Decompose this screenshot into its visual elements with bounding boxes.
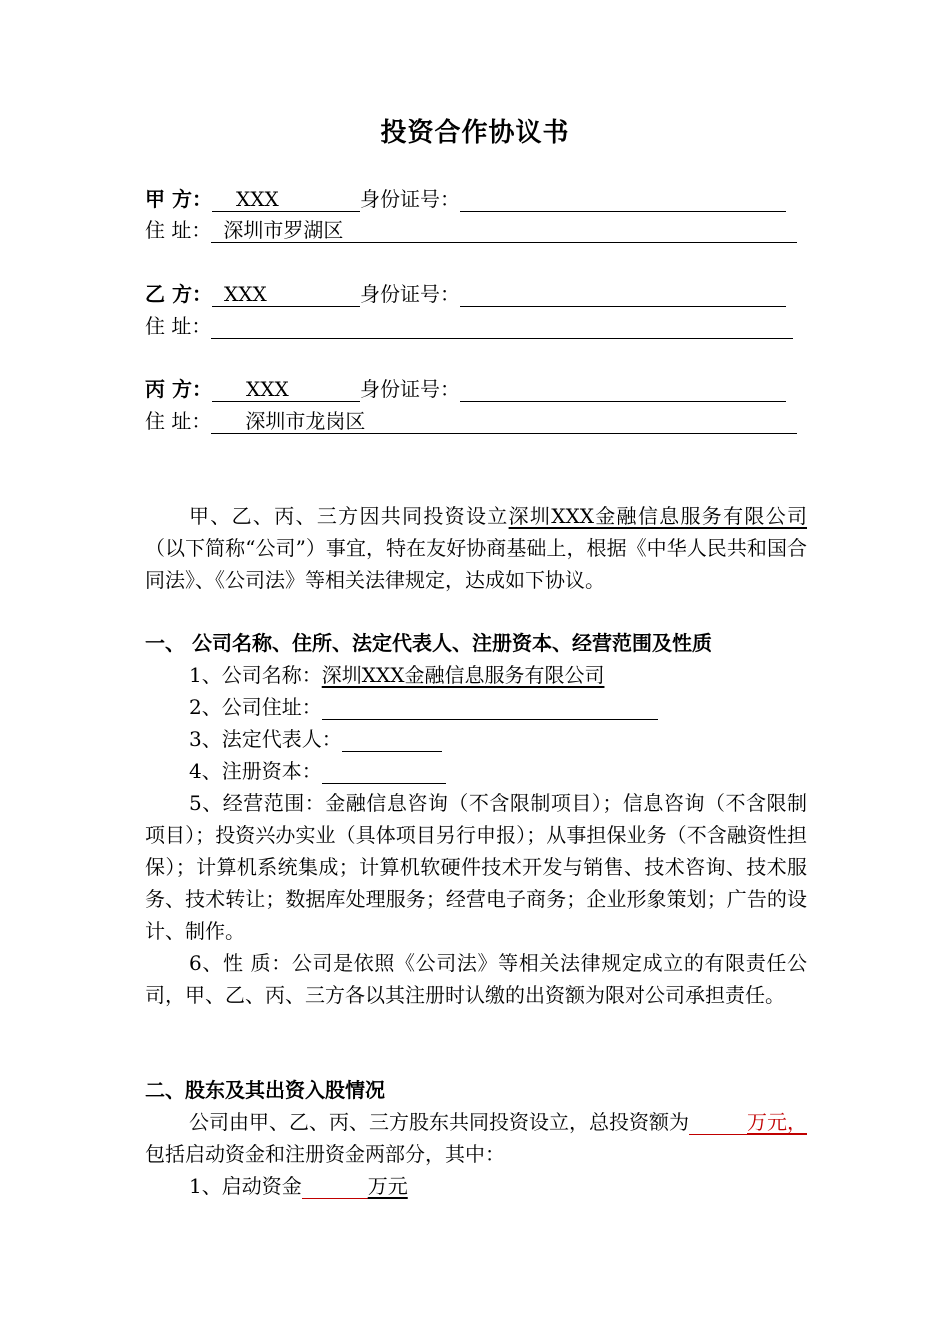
- company-name-row: [189, 659, 604, 691]
- registered-capital-field: [322, 759, 446, 784]
- company-name-label: 1、公司名称：: [189, 663, 322, 687]
- company-name-value: 深圳XXX金融信息服务有限公司: [321, 663, 605, 687]
- party-b-row: [145, 278, 786, 310]
- party-b-id-label: 身份证号：: [359, 282, 460, 306]
- party-c-address: 深圳市龙岗区: [245, 409, 366, 433]
- party-c-address-field: [211, 409, 797, 434]
- party-b-address-row: [145, 310, 793, 342]
- party-c-name-field: [212, 377, 360, 402]
- registered-capital-label: 4、注册资本：: [189, 759, 322, 783]
- party-a-address-row: [145, 214, 797, 246]
- startup-funds-label: 1、启动资金: [189, 1174, 302, 1198]
- startup-funds-row: [189, 1170, 408, 1202]
- party-c-id-label: 身份证号：: [359, 377, 460, 401]
- party-b-addr-label: 住 址：: [145, 314, 212, 338]
- party-c-label: 丙 方：: [145, 377, 212, 401]
- intro-text-1: 甲、乙、丙、三方因共同投资设立: [189, 504, 509, 528]
- company-nature-paragraph: 6、性 质：公司是依照《公司法》等相关法律规定成立的有限责任公司，甲、乙、丙、三方各以其注册时认缴的出资额为限对公司承担责任。: [145, 951, 807, 1007]
- section-2-text-2: 包括启动资金和注册资金两部分，其中：: [145, 1142, 505, 1166]
- party-b-label: 乙 方：: [145, 282, 212, 306]
- intro-paragraph: [145, 500, 807, 596]
- section-2-paragraph: [145, 1106, 807, 1170]
- company-address-label: 2、公司住址：: [189, 695, 322, 719]
- party-a-label: 甲 方：: [145, 187, 212, 211]
- business-scope-paragraph: 5、经营范围：金融信息咨询（不含限制项目）；信息咨询（不含限制项目）；投资兴办实业（具体项目另行申报）；从事担保业务（不含融资性担保）；计算机系统集成；计算机软硬件技术开发与销售、技术咨询、技术服务、技术转让；数据库处理服务；经营电子商务；企业形象策划；广告的设计、制作。: [145, 791, 807, 943]
- document-title: 投资合作协议书: [380, 118, 570, 148]
- legal-rep-row: [189, 723, 442, 755]
- section-2-text-1: 公司由甲、乙、丙、三方股东共同投资设立，总投资额为: [189, 1110, 689, 1134]
- party-c-addr-label: 住 址：: [145, 409, 212, 433]
- section-2-heading: 二、股东及其出资入股情况: [145, 1078, 385, 1102]
- party-c-id-field: [460, 377, 786, 402]
- party-c-name: XXX: [245, 377, 289, 401]
- party-b-name-field: [212, 282, 360, 307]
- party-a-row: [145, 183, 786, 215]
- party-a-id-label: 身份证号：: [359, 187, 460, 211]
- startup-funds-field: [302, 1174, 368, 1199]
- legal-rep-label: 3、法定代表人：: [189, 727, 342, 751]
- legal-rep-field: [342, 727, 442, 752]
- party-a-name: XXX: [235, 187, 279, 211]
- total-investment-unit: 万元，: [747, 1110, 807, 1134]
- party-c-row: [145, 373, 786, 405]
- registered-capital-row: [189, 755, 446, 787]
- intro-company-name: 深圳XXX金融信息服务有限公司: [508, 504, 808, 528]
- party-c-address-row: [145, 405, 797, 437]
- company-address-field: [322, 695, 658, 720]
- party-b-name: XXX: [223, 282, 267, 306]
- intro-text-2: （以下简称“公司”）事宜，特在友好协商基础上，根据《中华人民共和国合同法》、《公司法》等相关法律规定，达成如下协议。: [145, 536, 807, 592]
- startup-funds-unit: 万元: [367, 1174, 408, 1198]
- party-a-addr-label: 住 址：: [145, 218, 212, 242]
- party-a-address: 深圳市罗湖区: [223, 218, 344, 242]
- party-b-id-field: [460, 282, 786, 307]
- party-b-address-field: [211, 314, 793, 339]
- party-a-address-field: [211, 218, 797, 243]
- company-address-row: [189, 691, 658, 723]
- total-investment-field: [689, 1110, 747, 1135]
- section-1-heading: 一、 公司名称、住所、法定代表人、注册资本、经营范围及性质: [145, 631, 712, 655]
- party-a-id-field: [460, 187, 786, 212]
- party-a-name-field: [212, 187, 360, 212]
